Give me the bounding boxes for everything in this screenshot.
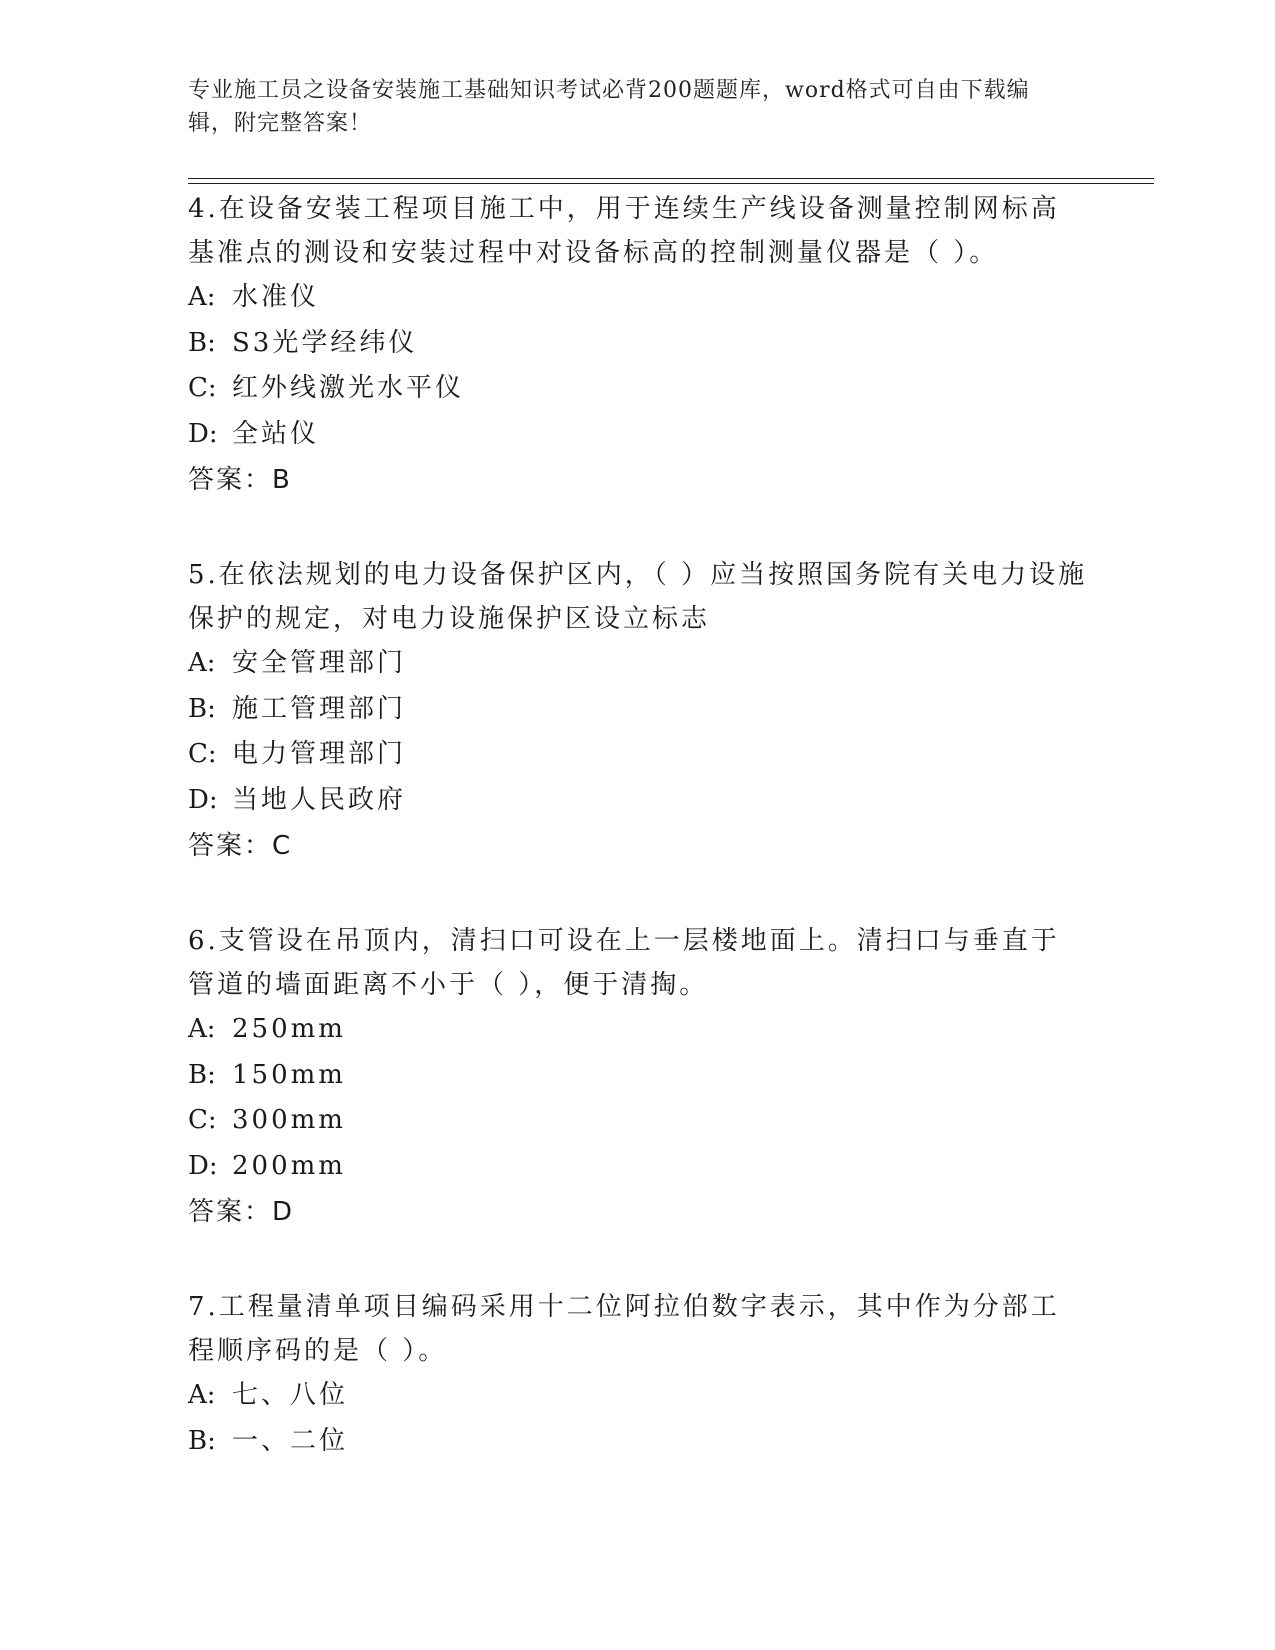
option-a (188, 275, 1088, 321)
option-key: D: (188, 418, 218, 449)
option-key: C: (188, 373, 217, 403)
option-key: A: (188, 282, 216, 312)
option-a (188, 641, 1088, 687)
option-text: 安全管理部门 (232, 648, 407, 678)
option-key: A: (188, 1014, 216, 1044)
question-stem: 7.工程量清单项目编码采用十二位阿拉伯数字表示，其中作为分部工程顺序码的是（ ）。 (188, 1292, 1060, 1366)
option-key: B: (188, 327, 216, 358)
option-b (188, 1053, 1088, 1099)
option-text: 当地人民政府 (232, 784, 407, 815)
option-a (188, 1373, 1088, 1419)
question-stem: 6.支管设在吊顶内，清扫口可设在上一层楼地面上。清扫口与垂直于管道的墙面距离不小于（ ），便于清掏。 (188, 926, 1060, 1000)
question-7 (188, 1285, 1088, 1464)
header-rule-top (188, 178, 1154, 179)
question-stem: 4.在设备安装工程项目施工中，用于连续生产线设备测量控制网标高基准点的测设和安装过程中对设备标高的控制测量仪器是（ ）。 (188, 194, 1060, 268)
option-key: B: (188, 693, 216, 724)
option-key: A: (188, 1380, 216, 1410)
option-text: 全站仪 (232, 418, 320, 449)
answer-line: 答案：C (188, 831, 293, 861)
option-text: 一、二位 (232, 1425, 349, 1456)
question-5 (188, 553, 1088, 869)
header-rule-bottom (188, 183, 1154, 184)
option-key: C: (188, 1105, 217, 1135)
option-a (188, 1007, 1088, 1053)
option-b (188, 687, 1088, 733)
option-d (188, 778, 1088, 824)
option-b (188, 321, 1088, 367)
question-4 (188, 187, 1088, 503)
option-text: S3光学经纬仪 (232, 327, 418, 358)
option-key: D: (188, 784, 218, 815)
option-key: C: (188, 739, 217, 769)
question-6 (188, 919, 1088, 1235)
question-list (188, 187, 1088, 1514)
option-b (188, 1419, 1088, 1465)
option-d (188, 1144, 1088, 1190)
option-text: 150mm (232, 1059, 346, 1090)
option-text: 250mm (232, 1014, 346, 1044)
option-c (188, 1098, 1088, 1144)
option-text: 七、八位 (232, 1380, 349, 1410)
option-text: 施工管理部门 (232, 693, 407, 724)
option-text: 红外线激光水平仪 (232, 373, 465, 403)
option-text: 200mm (232, 1150, 346, 1181)
question-stem: 5.在依法规划的电力设备保护区内，（ ）应当按照国务院有关电力设施保护的规定，对电力设施保护区设立标志 (188, 560, 1088, 634)
option-c (188, 366, 1088, 412)
answer-line: 答案：D (188, 1197, 295, 1227)
option-text: 电力管理部门 (232, 739, 407, 769)
answer-line: 答案：B (188, 465, 292, 495)
document-header: 专业施工员之设备安装施工基础知识考试必背200题题库，word格式可自由下载编辑，附完整答案！ (188, 78, 1030, 136)
option-key: D: (188, 1150, 218, 1181)
option-text: 水准仪 (232, 282, 320, 312)
option-key: B: (188, 1425, 216, 1456)
option-key: B: (188, 1059, 216, 1090)
option-c (188, 732, 1088, 778)
option-text: 300mm (232, 1105, 346, 1135)
option-d (188, 412, 1088, 458)
option-key: A: (188, 648, 216, 678)
